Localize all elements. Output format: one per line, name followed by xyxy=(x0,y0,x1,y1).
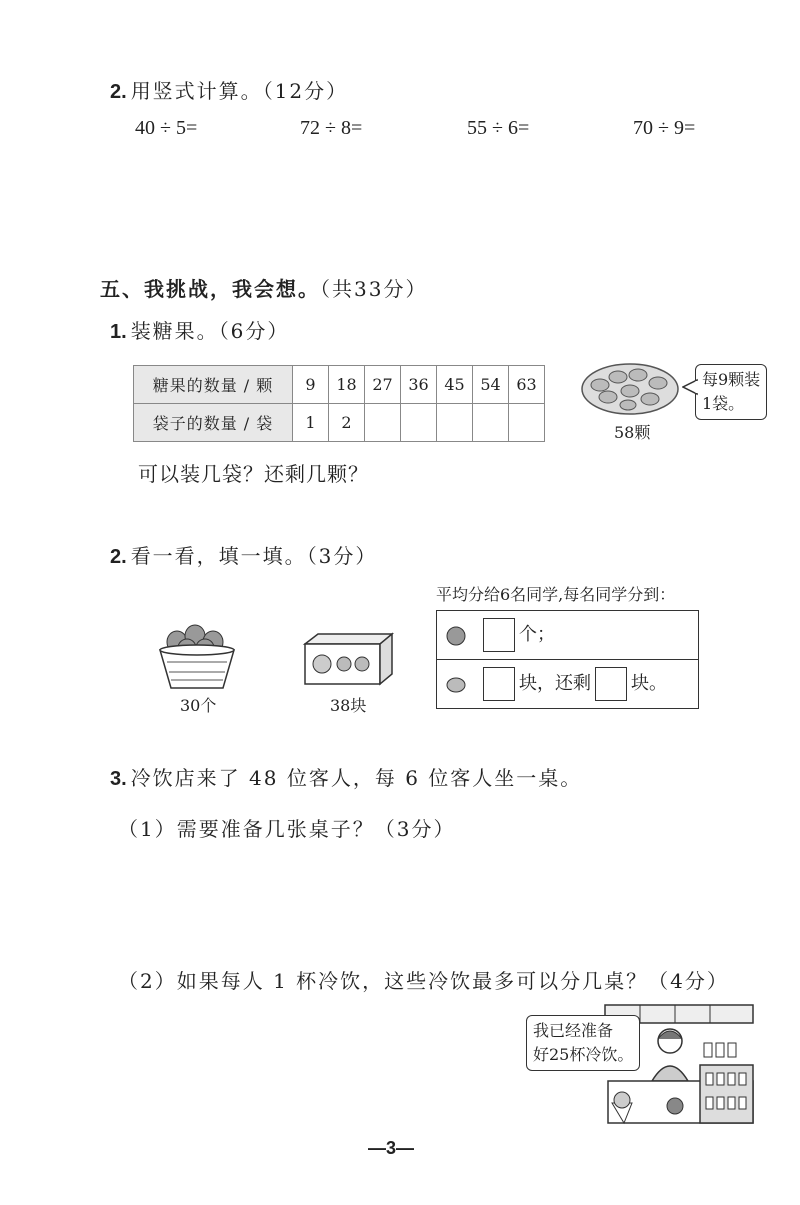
question-points: （12分） xyxy=(262,79,349,103)
question-text: 用竖式计算。 xyxy=(130,79,263,103)
calc-2: 72 ÷ 8= xyxy=(300,117,363,139)
question-text: 看一看，填一填。 xyxy=(130,544,307,568)
answer-box[interactable] xyxy=(483,618,515,652)
table-cell: 54 xyxy=(473,366,509,404)
sub-question-1: （1）需要准备几张桌子？（3分） xyxy=(118,817,456,841)
problem-1-heading xyxy=(110,315,289,344)
table-cell: 36 xyxy=(401,366,437,404)
bubble-tail xyxy=(682,378,698,398)
answer-cell[interactable] xyxy=(509,404,545,442)
cake-icon xyxy=(445,673,467,695)
answer-cell[interactable] xyxy=(437,404,473,442)
speech-bubble xyxy=(695,364,767,420)
table-cell: 2 xyxy=(329,404,365,442)
table-cell: 63 xyxy=(509,366,545,404)
table-cell: 1 xyxy=(293,404,329,442)
candy-count-label: 58颗 xyxy=(614,423,651,442)
table-cell xyxy=(437,611,699,660)
calc-1: 40 ÷ 5= xyxy=(135,117,198,139)
cake-box-illustration xyxy=(300,630,395,688)
bubble-line: 每9颗装 xyxy=(702,370,761,389)
question-points: （3分） xyxy=(306,544,378,568)
strawberry-basket-illustration xyxy=(157,620,237,692)
question-text: 装糖果。 xyxy=(130,319,219,343)
unit-label: 块。 xyxy=(631,673,667,694)
question-number: 1. xyxy=(110,321,127,343)
answer-cell[interactable] xyxy=(401,404,437,442)
question-text: 冷饮店来了 48 位客人，每 6 位客人坐一桌。 xyxy=(130,766,583,790)
table-cell xyxy=(437,660,699,709)
row-header: 糖果的数量 / 颗 xyxy=(134,366,293,404)
question-number: 2. xyxy=(110,81,127,103)
unit-label: 个； xyxy=(519,624,555,645)
candy-pile-illustration xyxy=(578,355,683,417)
table-row xyxy=(437,660,699,709)
table-row xyxy=(437,611,699,660)
table-row xyxy=(134,404,545,442)
table-cell: 45 xyxy=(437,366,473,404)
sub-question-2: （2）如果每人 1 杯冷饮，这些冷饮最多可以分几桌？（4分） xyxy=(118,969,729,993)
answer-box[interactable] xyxy=(483,667,515,701)
section-5-heading xyxy=(100,273,427,302)
answer-cell[interactable] xyxy=(473,404,509,442)
unit-label: 块，还剩 xyxy=(519,673,591,694)
question-2-heading xyxy=(110,75,348,104)
bubble-line: 我已经准备 xyxy=(533,1021,614,1040)
calc-3: 55 ÷ 6= xyxy=(467,117,530,139)
question-number: 2. xyxy=(110,546,127,568)
section-points: （共33分） xyxy=(320,277,428,301)
calc-4: 70 ÷ 9= xyxy=(633,117,696,139)
table-row xyxy=(134,366,545,404)
shopkeeper-speech-bubble xyxy=(526,1015,640,1071)
problem-3-heading xyxy=(110,762,582,791)
bubble-line: 好25杯冷饮。 xyxy=(533,1045,634,1064)
table-cell: 27 xyxy=(365,366,401,404)
question-number: 3. xyxy=(110,768,127,790)
section-title: 五、我挑战，我会想。 xyxy=(100,277,320,301)
strawberry-icon xyxy=(445,624,467,646)
remainder-box[interactable] xyxy=(595,667,627,701)
page-number: —3— xyxy=(368,1138,415,1158)
answer-cell[interactable] xyxy=(365,404,401,442)
basket-label: 30个 xyxy=(180,696,217,715)
problem-1-question: 可以装几袋？还剩几颗？ xyxy=(138,462,369,486)
table-cell: 9 xyxy=(293,366,329,404)
question-points: （6分） xyxy=(218,319,290,343)
share-table xyxy=(436,610,699,709)
share-instruction: 平均分给6名同学,每名同学分到： xyxy=(436,585,676,604)
row-header: 袋子的数量 / 袋 xyxy=(134,404,293,442)
bubble-line: 1袋。 xyxy=(702,394,745,413)
table-cell: 18 xyxy=(329,366,365,404)
problem-2-heading xyxy=(110,540,377,569)
box-label: 38块 xyxy=(330,696,367,715)
candy-table xyxy=(133,365,545,442)
